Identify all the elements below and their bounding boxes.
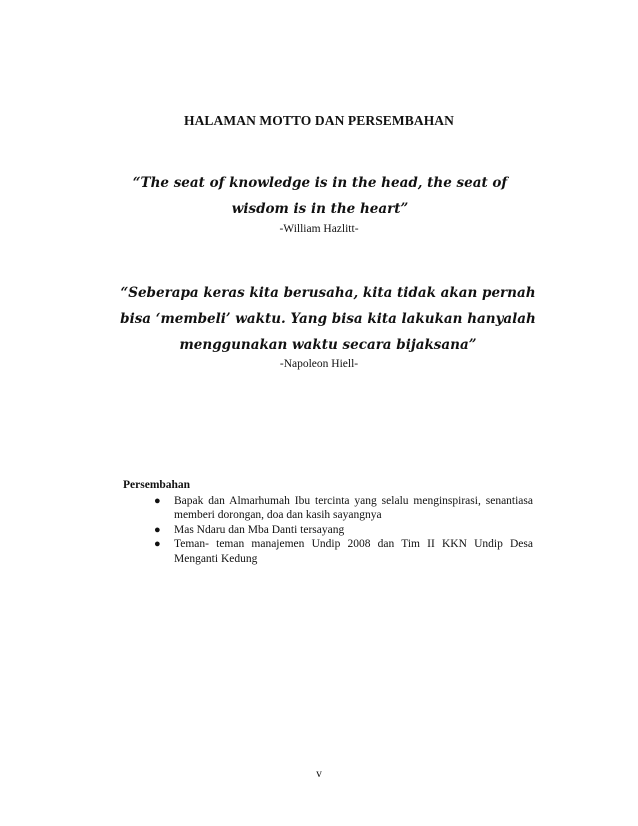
bullet-dot-icon: ● xyxy=(154,523,161,536)
persembahan-list xyxy=(123,494,533,567)
motto-quote-2: “Seberapa keras kita berusaha, kita tidak akan pernah bisa ‘membeli’ waktu. Yang bisa kita lakukan hanyalah menggunakan waktu secara bijaksana” xyxy=(120,285,536,353)
list-item-text: Bapak dan Almarhumah Ibu tercinta yang selalu menginspirasi, senantiasa memberi dorongan, doa dan kasih sayangnya xyxy=(174,494,533,521)
page-title: HALAMAN MOTTO DAN PERSEMBAHAN xyxy=(183,113,455,128)
page-number: v xyxy=(316,768,322,780)
bullet-dot-icon: ● xyxy=(154,538,161,550)
persembahan-section xyxy=(123,478,533,566)
bullet-dot-icon: ● xyxy=(154,494,161,507)
persembahan-heading: Persembahan xyxy=(123,479,191,491)
motto-author-2: -Napoleon Hiell- xyxy=(279,358,359,370)
list-item xyxy=(123,523,533,538)
list-item-text: Mas Ndaru dan Mba Danti tersayang xyxy=(174,523,345,536)
list-item-text: Teman- teman manajemen Undip 2008 dan Tim II KKN Undip Desa Menganti Kedung xyxy=(174,538,533,565)
list-item xyxy=(123,494,533,523)
list-item xyxy=(123,537,533,566)
motto-quote-1: “The seat of knowledge is in the head, the seat of wisdom is in the heart” xyxy=(132,175,508,217)
motto-author-1: -William Hazlitt- xyxy=(279,223,359,235)
